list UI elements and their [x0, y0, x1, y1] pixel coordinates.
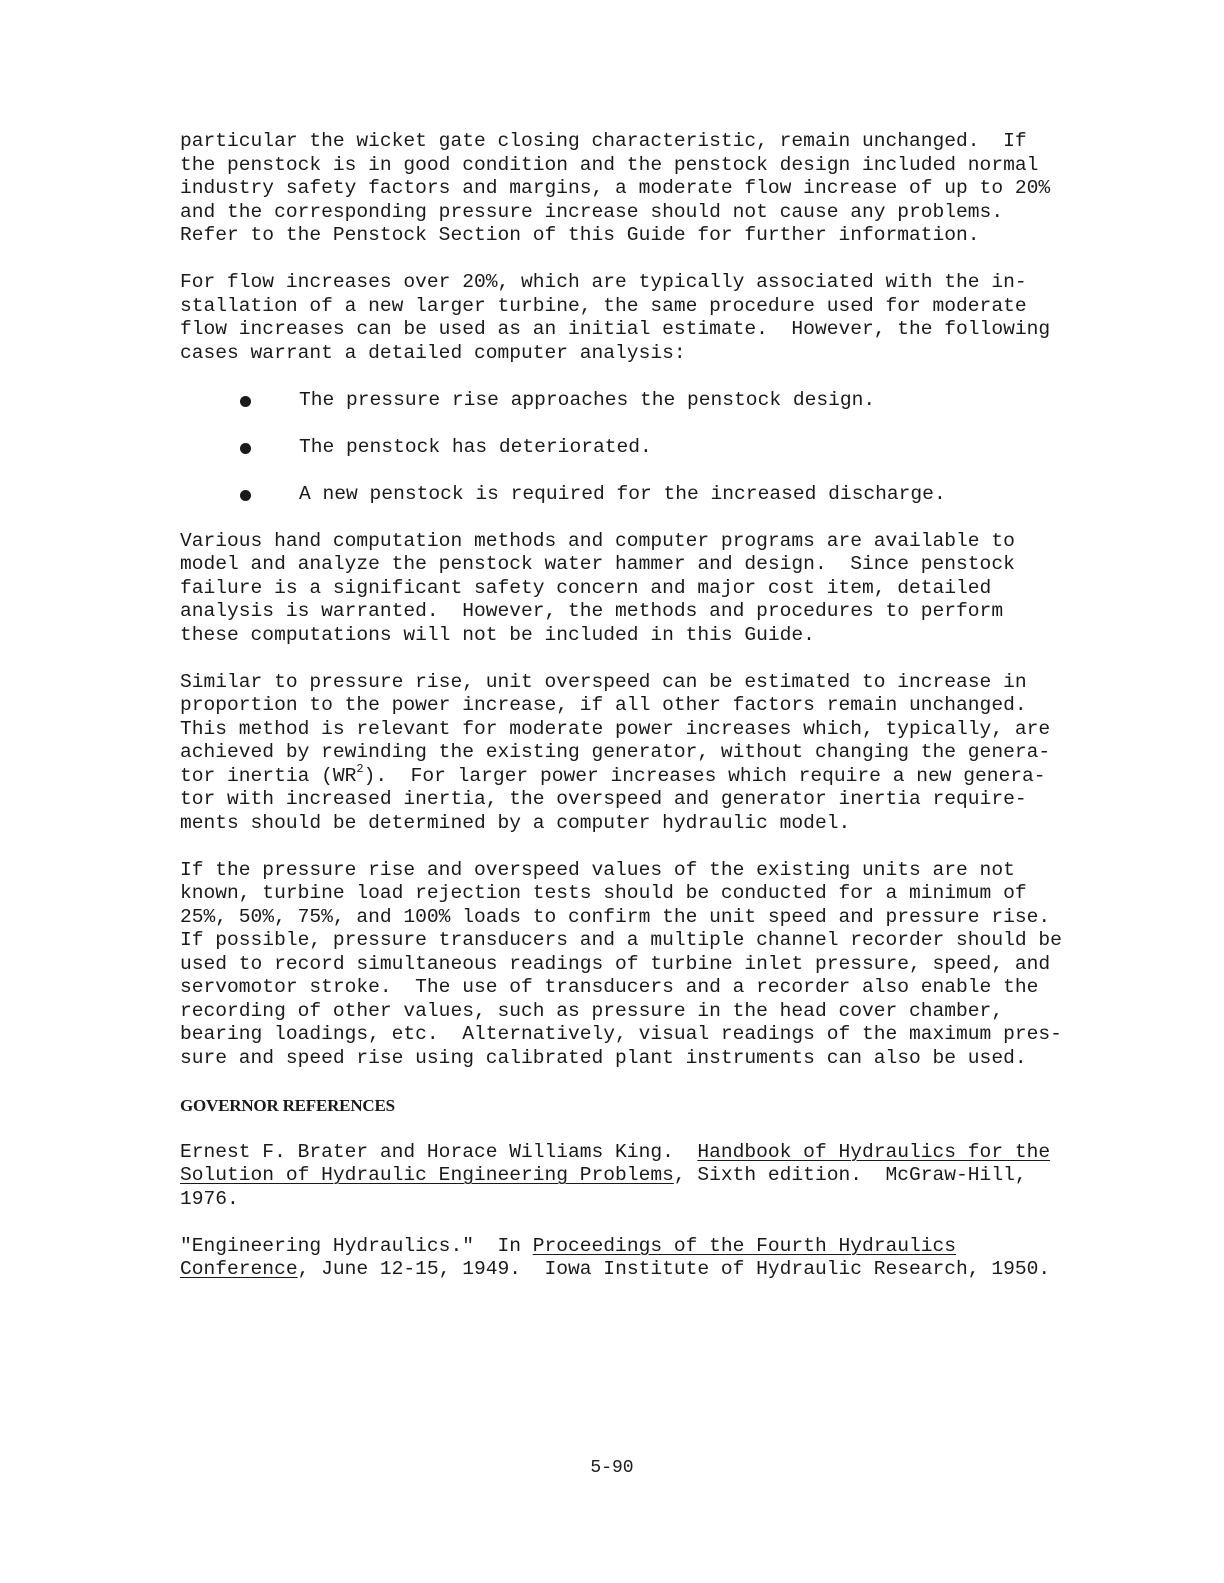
text-line: ments should be determined by a computer hydraulic model.	[180, 811, 851, 834]
reference-entry-engineering-hydraulics	[180, 1235, 1080, 1282]
bullet-icon	[240, 396, 251, 407]
text-line: flow increases can be used as an initial estimate. However, the following	[180, 318, 1051, 340]
text-line	[180, 1235, 1080, 1259]
text-line: Refer to the Penstock Section of this Guide for further information.	[180, 224, 980, 246]
text-line: particular the wicket gate closing characteristic, remain unchanged. If	[180, 130, 1027, 152]
reference-title: Conference	[180, 1258, 298, 1280]
text-line: analysis is warranted. However, the methods and procedures to perform	[180, 600, 1004, 622]
bullet-icon	[240, 443, 251, 454]
bullet-icon	[240, 490, 251, 501]
page-number: 5-90	[590, 1458, 634, 1478]
text-line	[180, 1164, 1080, 1188]
inertia-prefix: tor inertia (WR	[180, 764, 357, 787]
text-line: tor with increased inertia, the overspeed and generator inertia require-	[180, 788, 1027, 810]
reference-details: , Sixth edition. McGraw-Hill,	[673, 1164, 1027, 1186]
reference-title: Proceedings of the Fourth Hydraulics	[532, 1234, 957, 1257]
text-line: recording of other values, such as pressure in the head cover chamber,	[180, 999, 1004, 1022]
text-line: model and analyze the penstock water hammer and design. Since penstock	[180, 553, 1015, 575]
document-body	[180, 130, 1080, 1305]
list-item	[180, 483, 1080, 507]
text-line: Various hand computation methods and computer programs are available to	[180, 529, 1015, 552]
paragraph-load-rejection-tests	[180, 859, 1080, 1071]
text-line: sure and speed rise using calibrated plant instruments can also be used.	[180, 1046, 1027, 1069]
paragraph-computation-methods	[180, 530, 1080, 648]
paragraph-overspeed	[180, 671, 1080, 836]
reference-title: Handbook of Hydraulics for the	[697, 1140, 1051, 1163]
text-line: failure is a significant safety concern and major cost item, detailed	[180, 576, 992, 599]
text-line: Similar to pressure rise, unit overspeed can be estimated to increase in	[180, 670, 1027, 693]
list-item	[180, 436, 1080, 460]
text-line: 25%, 50%, 75%, and 100% loads to confirm the unit speed and pressure rise.	[180, 905, 1051, 928]
paragraph-penstock-condition	[180, 130, 1080, 248]
text-line: This method is relevant for moderate power increases which, typically, are	[180, 717, 1051, 740]
list-item	[180, 389, 1080, 413]
text-line: If the pressure rise and overspeed values of the existing units are not	[180, 858, 1015, 881]
text-line: bearing loadings, etc. Alternatively, visual readings of the maximum pres-	[180, 1023, 1062, 1045]
reference-title: Solution of Hydraulic Engineering Problems	[180, 1164, 674, 1186]
text-line	[180, 1258, 1080, 1282]
section-heading: GOVERNOR REFERENCES	[180, 1095, 395, 1115]
inertia-exponent: 2	[356, 761, 364, 776]
text-line: achieved by rewinding the existing generator, without changing the genera-	[180, 741, 1051, 763]
list-item-text: The pressure rise approaches the penstock design.	[299, 388, 876, 411]
text-line: these computations will not be included in this Guide.	[180, 623, 815, 646]
bullet-list	[180, 389, 1080, 507]
text-line: cases warrant a detailed computer analysis:	[180, 341, 686, 364]
text-line: the penstock is in good condition and the penstock design included normal	[180, 153, 1039, 176]
text-line: For flow increases over 20%, which are typically associated with the in-	[180, 271, 1027, 293]
list-item-text: The penstock has deteriorated.	[299, 435, 652, 458]
inertia-suffix: ). For larger power increases which require a new genera-	[363, 764, 1046, 787]
reference-authors: Ernest F. Brater and Horace Williams King.	[180, 1140, 698, 1163]
reference-details: , June 12-15, 1949. Iowa Institute of Hydraulic Research, 1950.	[297, 1258, 1051, 1280]
text-line	[180, 761, 1080, 789]
text-line: stallation of a new larger turbine, the same procedure used for moderate	[180, 294, 1027, 317]
text-line: used to record simultaneous readings of turbine inlet pressure, speed, and	[180, 952, 1051, 975]
text-line: and the corresponding pressure increase should not cause any problems.	[180, 200, 1004, 223]
paragraph-flow-increases	[180, 271, 1080, 365]
text-line: known, turbine load rejection tests should be conducted for a minimum of	[180, 882, 1027, 904]
text-line: 1976.	[180, 1187, 239, 1210]
list-item-text: A new penstock is required for the increased discharge.	[299, 482, 946, 505]
text-line: industry safety factors and margins, a moderate flow increase of up to 20%	[180, 177, 1051, 199]
reference-prefix: "Engineering Hydraulics." In	[180, 1234, 533, 1257]
text-line: servomotor stroke. The use of transducers and a recorder also enable the	[180, 976, 1039, 998]
text-line	[180, 1141, 1080, 1165]
text-line: If possible, pressure transducers and a multiple channel recorder should be	[180, 929, 1062, 951]
reference-entry-brater-king	[180, 1141, 1080, 1212]
text-line: proportion to the power increase, if all other factors remain unchanged.	[180, 694, 1027, 716]
